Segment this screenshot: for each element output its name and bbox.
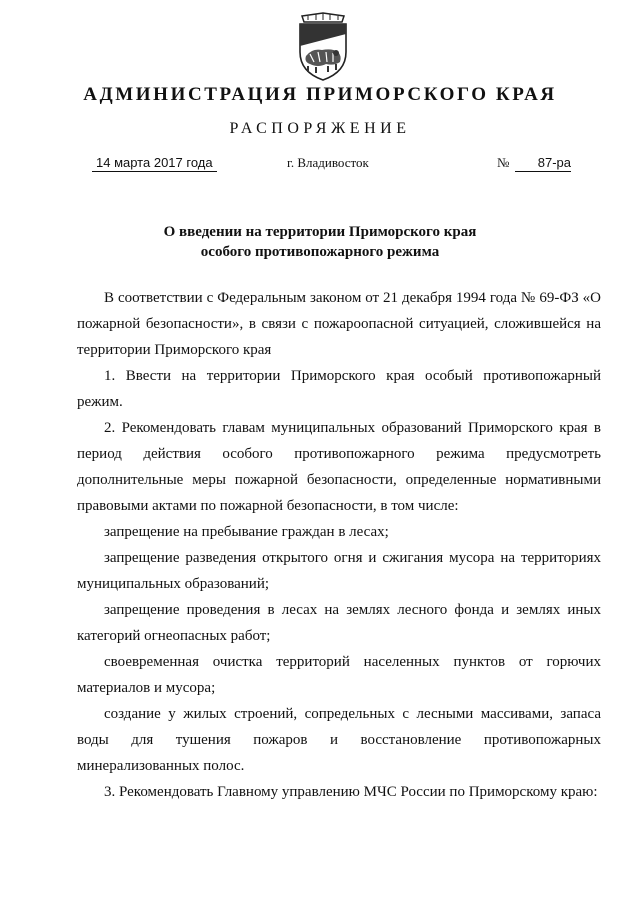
paragraph-subitem: создание у жилых строений, сопредельных с лесными массивами, запаса воды для тушения пожаров и восстановление противопожарных минерализованных полос.	[77, 706, 601, 774]
subject-line-1: О введении на территории Приморского края	[163, 224, 477, 240]
document-number: 87-ра	[515, 155, 571, 172]
subject-line-2: особого противопожарного режима	[200, 244, 440, 260]
document-body	[77, 285, 601, 805]
paragraph-subitem: запрещение разведения открытого огня и сжигания мусора на территориях муниципальных образований;	[77, 550, 601, 592]
coat-of-arms-icon	[296, 12, 350, 82]
number-label: №	[497, 155, 510, 170]
paragraph-subitem: запрещение проведения в лесах на землях лесного фонда и землях иных категорий огнеопасных работ;	[77, 602, 601, 644]
paragraph-item-3: 3. Рекомендовать Главному управлению МЧС России по Приморскому краю:	[104, 784, 598, 800]
document-city: г. Владивосток	[287, 155, 369, 170]
paragraph-subitem: своевременная очистка территорий населенных пунктов от горючих материалов и мусора;	[77, 654, 601, 696]
document-type: РАСПОРЯЖЕНИЕ	[229, 120, 411, 137]
paragraph-item-1: 1. Ввести на территории Приморского края особый противопожарный режим.	[77, 368, 601, 410]
document-date: 14 марта 2017 года	[92, 155, 217, 172]
paragraph-preamble: В соответствии с Федеральным законом от 21 декабря 1994 года № 69-ФЗ «О пожарной безопасности», в связи с пожароопасной ситуацией, сложившейся на территории Приморского края	[77, 290, 601, 358]
paragraph-subitem: запрещение на пребывание граждан в лесах;	[104, 524, 389, 540]
paragraph-item-2: 2. Рекомендовать главам муниципальных образований Приморского края в период действия особого противопожарного режима предусмотреть дополнительные меры пожарной безопасности, определенные нормативными правовыми актами по пожарной безопасности, в том числе:	[77, 420, 601, 514]
document-subject	[0, 222, 640, 262]
organization-title: АДМИНИСТРАЦИЯ ПРИМОРСКОГО КРАЯ	[83, 84, 557, 105]
